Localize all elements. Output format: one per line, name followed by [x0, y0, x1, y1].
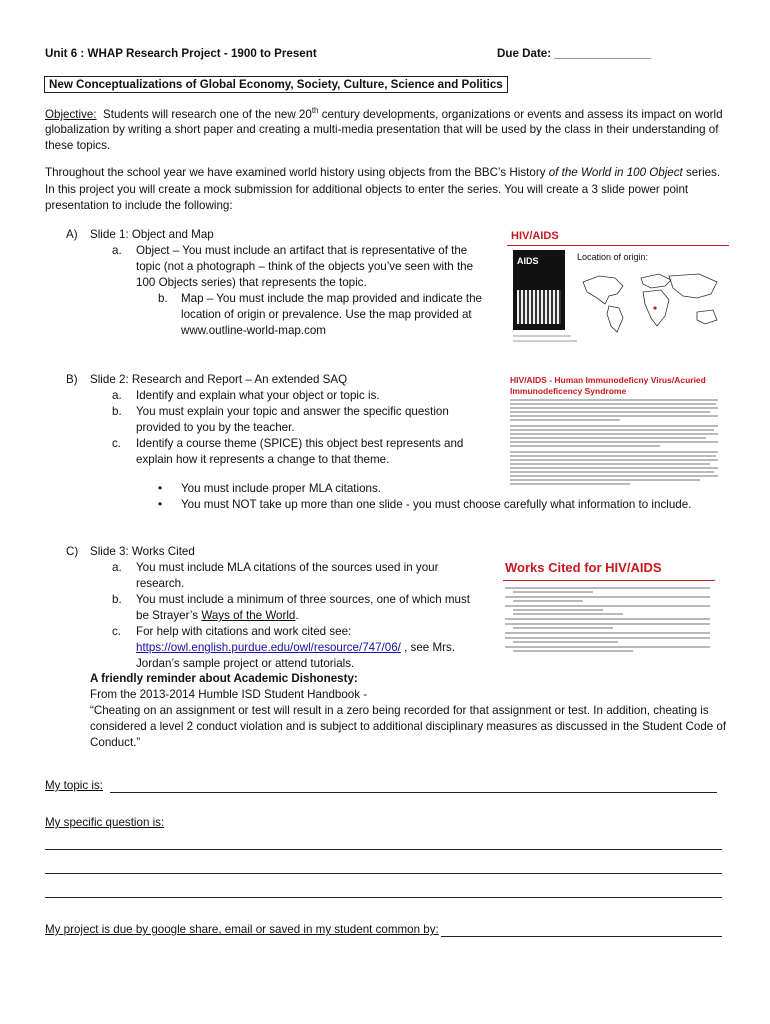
slide1-title: Slide 1: Object and Map — [90, 228, 214, 241]
slide2-a-marker: a. — [112, 389, 122, 402]
ways-of-the-world-title: Ways of the World — [201, 609, 296, 622]
thumb1-rule — [507, 245, 729, 246]
slide1-marker: A) — [66, 228, 78, 241]
topic-answer-line[interactable] — [110, 792, 717, 793]
slide1-b-marker: b. — [158, 292, 168, 305]
slide3-a-line1: You must include MLA citations of the sources used in your — [136, 561, 439, 574]
slide2-bullet-2: You must NOT take up more than one slide - you must choose carefully what information to include. — [181, 498, 692, 511]
due-by-label: My project is due by google share, email or saved in my student common by: — [45, 923, 439, 936]
intro-line-3: presentation to include the following: — [45, 199, 233, 212]
book-title: AIDS — [517, 256, 539, 266]
objective-text: Students will research one of the new 20 — [103, 107, 312, 121]
slide2-c-marker: c. — [112, 437, 122, 450]
section-title: New Conceptualizations of Global Economy, Society, Culture, Science and Politics — [44, 76, 508, 93]
slide1-a-marker: a. — [112, 244, 122, 257]
due-by-answer-line[interactable] — [441, 936, 722, 937]
thumb3-title: Works Cited for HIV/AIDS — [505, 560, 662, 575]
caption-line — [513, 335, 571, 337]
thumb2-title-2: Immunodeficency Syndrome — [510, 386, 627, 396]
objective-line-1 — [45, 106, 723, 121]
intro-text: Throughout the school year we have examined world history using objects from the BBC’s History — [45, 166, 549, 179]
slide2-example-thumbnail — [507, 373, 722, 493]
slide1-a-line3: 100 Objects series) that represents the topic. — [136, 276, 367, 289]
bullet-dot: • — [158, 482, 163, 495]
honesty-quote-1: “Cheating on an assignment or test will result in a zero being recorded for that assignment or test. In addition, cheating is — [90, 704, 709, 717]
b2-text: be Strayer’s — [136, 609, 202, 622]
slide3-example-thumbnail — [503, 560, 723, 668]
thumb1-title: HIV/AIDS — [511, 230, 559, 242]
intro-line-1 — [45, 166, 720, 179]
due-date: Due Date: _______________ — [497, 47, 652, 60]
slide2-marker: B) — [66, 373, 78, 386]
question-answer-line-3[interactable] — [45, 897, 722, 898]
slide2-a-line1: Identify and explain what your object or topic is. — [136, 389, 380, 402]
aids-book-image — [513, 250, 565, 330]
honesty-title: A friendly reminder about Academic Dishonesty: — [90, 672, 358, 685]
topic-label: My topic is: — [45, 779, 103, 792]
slide2-b-marker: b. — [112, 405, 122, 418]
question-answer-line-2[interactable] — [45, 873, 722, 874]
slide2-c-line2: explain how it represents a change to that theme. — [136, 453, 390, 466]
origin-marker — [653, 306, 656, 309]
slide3-b-marker: b. — [112, 593, 122, 606]
map-south-america — [607, 306, 623, 332]
objective-text-cont: century developments, organizations or events and assess its impact on world — [318, 107, 723, 121]
book-graphic — [517, 290, 561, 324]
slide2-b-line1: You must explain your topic and answer the specific question — [136, 405, 449, 418]
slide3-b-line2 — [136, 609, 299, 622]
intro-text-end: series. — [682, 166, 721, 179]
slide3-c-line2 — [136, 641, 455, 654]
world-map-outline — [579, 268, 725, 338]
objective-line-3: these topics. — [45, 139, 111, 152]
slide2-title: Slide 2: Research and Report – An extended SAQ — [90, 373, 348, 386]
purdue-owl-link[interactable]: https://owl.english.purdue.edu/owl/resource/747/06/ — [136, 641, 401, 654]
superscript: th — [311, 106, 319, 115]
slide1-b-line3: www.outline-world-map.com — [181, 324, 326, 337]
slide3-title: Slide 3: Works Cited — [90, 545, 195, 558]
caption-line — [513, 340, 577, 342]
honesty-source: From the 2013-2014 Humble ISD Student Handbook - — [90, 688, 368, 701]
slide2-c-line1: Identify a course theme (SPICE) this object best represents and — [136, 437, 464, 450]
thumb3-rule — [503, 580, 715, 581]
slide2-bullet-1: You must include proper MLA citations. — [181, 482, 381, 495]
slide3-c-marker: c. — [112, 625, 122, 638]
slide1-a-line2: topic (not a photograph – think of the objects you’ve seen with the — [136, 260, 474, 273]
objective-line-2: globalization by writing a short paper and creating a multi-media presentation that will be used by the class in their understanding of — [45, 123, 719, 136]
slide2-b-line2: provided to you by the teacher. — [136, 421, 295, 434]
bullet-dot: • — [158, 498, 163, 511]
slide3-c-line1: For help with citations and work cited see: — [136, 625, 352, 638]
slide3-b-line1: You must include a minimum of three sources, one of which must — [136, 593, 471, 606]
slide3-a-marker: a. — [112, 561, 122, 574]
c2-text: , see Mrs. — [400, 641, 456, 654]
location-label: Location of origin: — [577, 252, 649, 262]
slide1-example-thumbnail — [507, 228, 729, 353]
objective-label: Objective: — [45, 107, 97, 121]
slide3-marker: C) — [66, 545, 79, 558]
intro-line-2: In this project you will create a mock submission for additional objects to enter the series. You will create a 3 slide power point — [45, 183, 689, 196]
question-label: My specific question is: — [45, 816, 165, 829]
map-australia — [697, 310, 717, 324]
slide1-b-line2: location of origin or prevalence. Use the map provided at — [181, 308, 472, 321]
map-asia — [669, 274, 717, 298]
b2-period: . — [295, 609, 299, 622]
map-north-america — [583, 276, 623, 304]
slide1-b-line1: Map – You must include the map provided and indicate the — [181, 292, 482, 305]
honesty-quote-3: Conduct.” — [90, 736, 141, 749]
unit-title: Unit 6 : WHAP Research Project - 1900 to Present — [45, 47, 317, 60]
series-title: of the World in 100 Object — [548, 166, 683, 179]
thumb2-title: HIV/AIDS - Human Immunodeficny Virus/Acuried — [510, 375, 706, 385]
slide1-a-line1: Object – You must include an artifact that is representative of the — [136, 244, 468, 257]
slide3-c-line3: Jordan’s sample project or attend tutorials. — [136, 657, 355, 670]
question-answer-line-1[interactable] — [45, 849, 722, 850]
honesty-quote-2: considered a level 2 conduct violation and is subject to additional disciplinary measures as discussed in the Student Code of — [90, 720, 727, 733]
map-europe — [641, 274, 671, 288]
slide3-a-line2: research. — [136, 577, 185, 590]
